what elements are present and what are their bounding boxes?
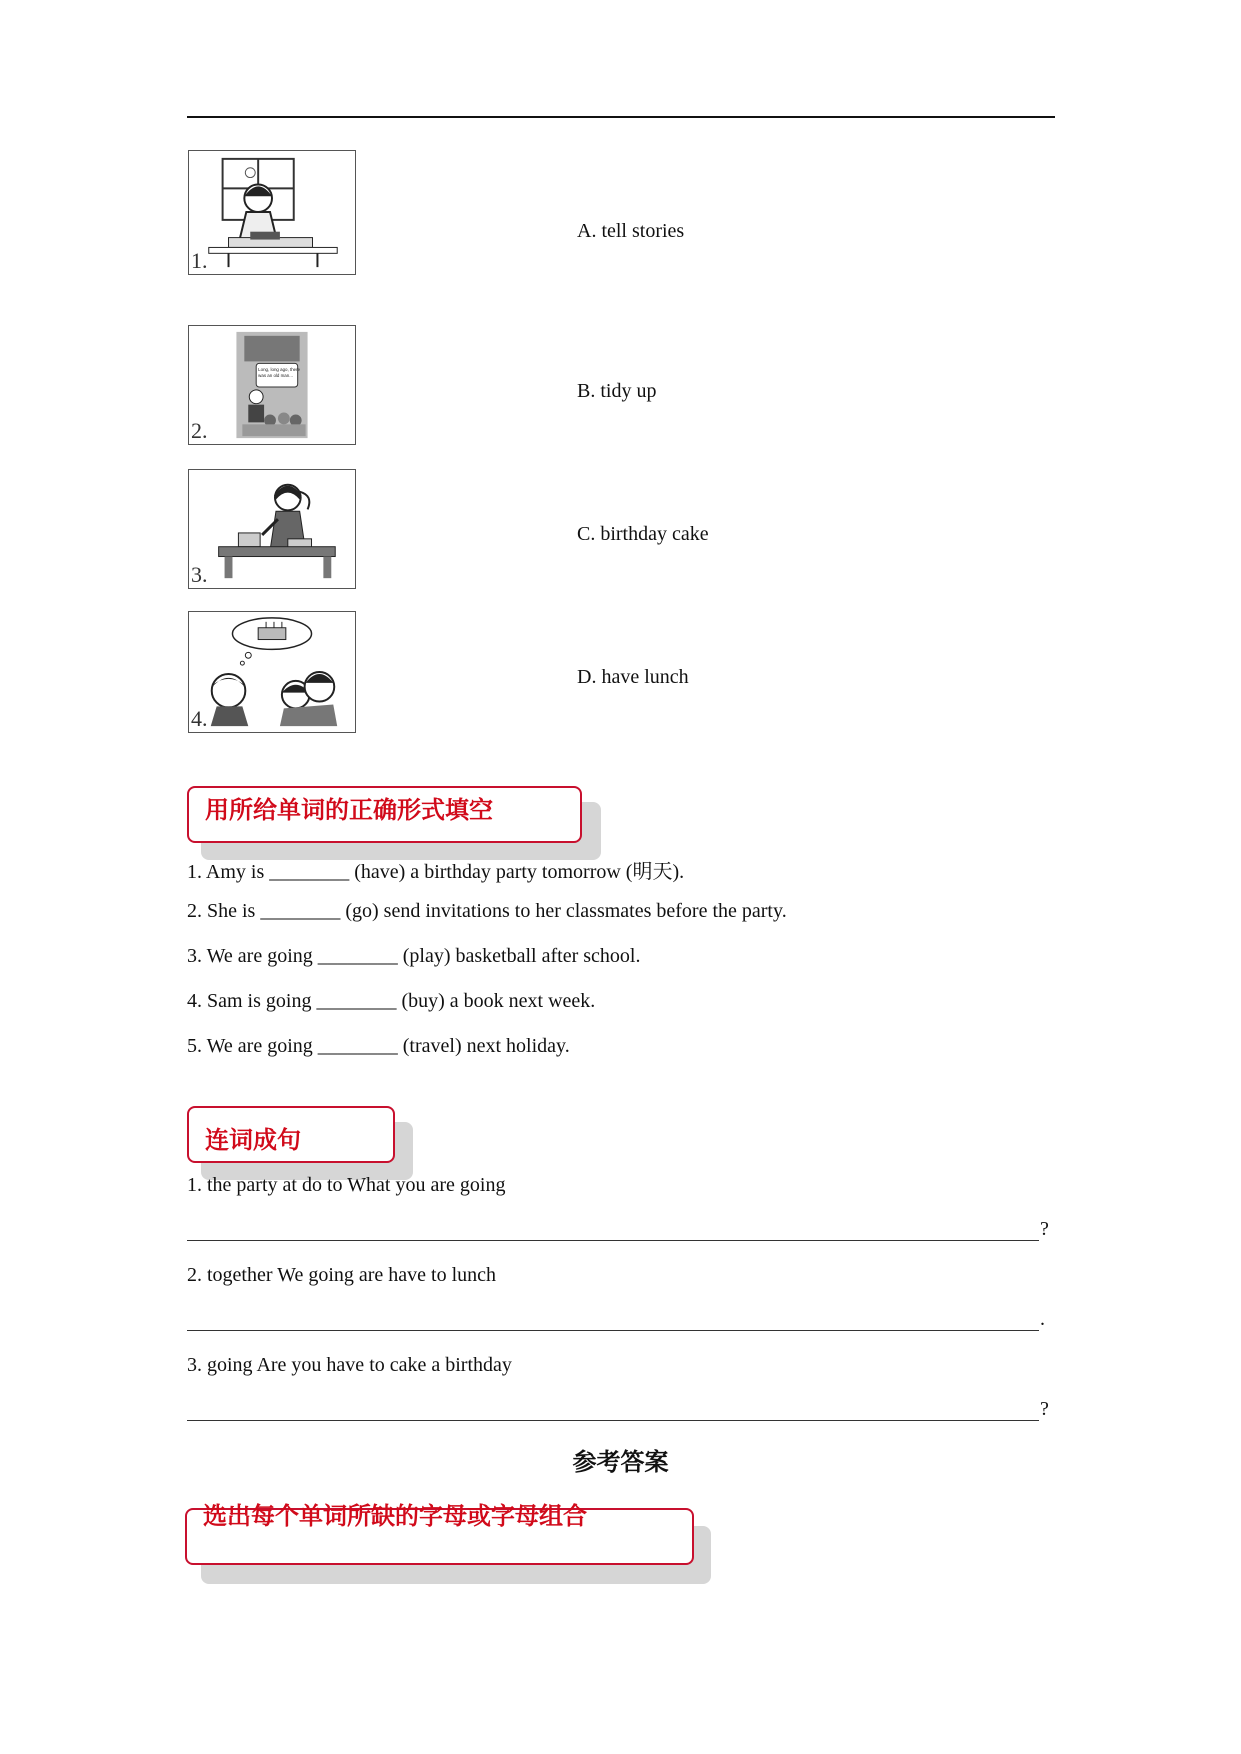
section-title: 连词成句 (205, 1126, 301, 1154)
top-rule (187, 116, 1055, 118)
picture-number: 3. (191, 562, 208, 587)
fill-item-4: 4. Sam is going ________ (buy) a book next week. (187, 990, 596, 1012)
picture-2-telling-stories (188, 325, 356, 445)
order-item-3: 3. going Are you have to cake a birthday (187, 1354, 512, 1376)
fill-item-5: 5. We are going ________ (travel) next holiday. (187, 1035, 570, 1057)
answer-end-2: . (1040, 1308, 1045, 1330)
section-title: 用所给单词的正确形式填空 (205, 796, 493, 824)
fill-item-1: 1. Amy is ________ (have) a birthday party tomorrow (明天). (187, 861, 685, 883)
order-item-2: 2. together We going are have to lunch (187, 1264, 497, 1286)
picture-number: 1. (191, 248, 208, 273)
answer-line-2 (187, 1310, 1039, 1331)
answer-end-1: ? (1040, 1218, 1049, 1240)
order-item-1: 1. the party at do to What you are going (187, 1174, 506, 1196)
answer-line-1 (187, 1220, 1039, 1241)
picture-number: 2. (191, 418, 208, 443)
picture-3-tidying-up (188, 469, 356, 589)
section-title: 选出每个单词所缺的字母或字母组合 (203, 1502, 587, 1530)
answer-line-3 (187, 1400, 1039, 1421)
option-c: C. birthday cake (577, 523, 709, 545)
picture-4-birthday-cake (188, 611, 356, 733)
fill-item-3: 3. We are going ________ (play) basketball after school. (187, 945, 641, 967)
option-a: A. tell stories (577, 220, 685, 242)
picture-1-eating-lunch (188, 150, 356, 275)
svg-text:Long, long ago, there: Long, long ago, there (258, 367, 301, 373)
answer-end-3: ? (1040, 1398, 1049, 1420)
option-b: B. tidy up (577, 380, 657, 402)
answers-title: 参考答案 (572, 1448, 669, 1476)
option-d: D. have lunch (577, 666, 689, 688)
picture-number: 4. (191, 706, 208, 731)
fill-item-2: 2. She is ________ (go) send invitations to her classmates before the party. (187, 900, 787, 922)
svg-text:was an old man...: was an old man... (258, 373, 293, 379)
